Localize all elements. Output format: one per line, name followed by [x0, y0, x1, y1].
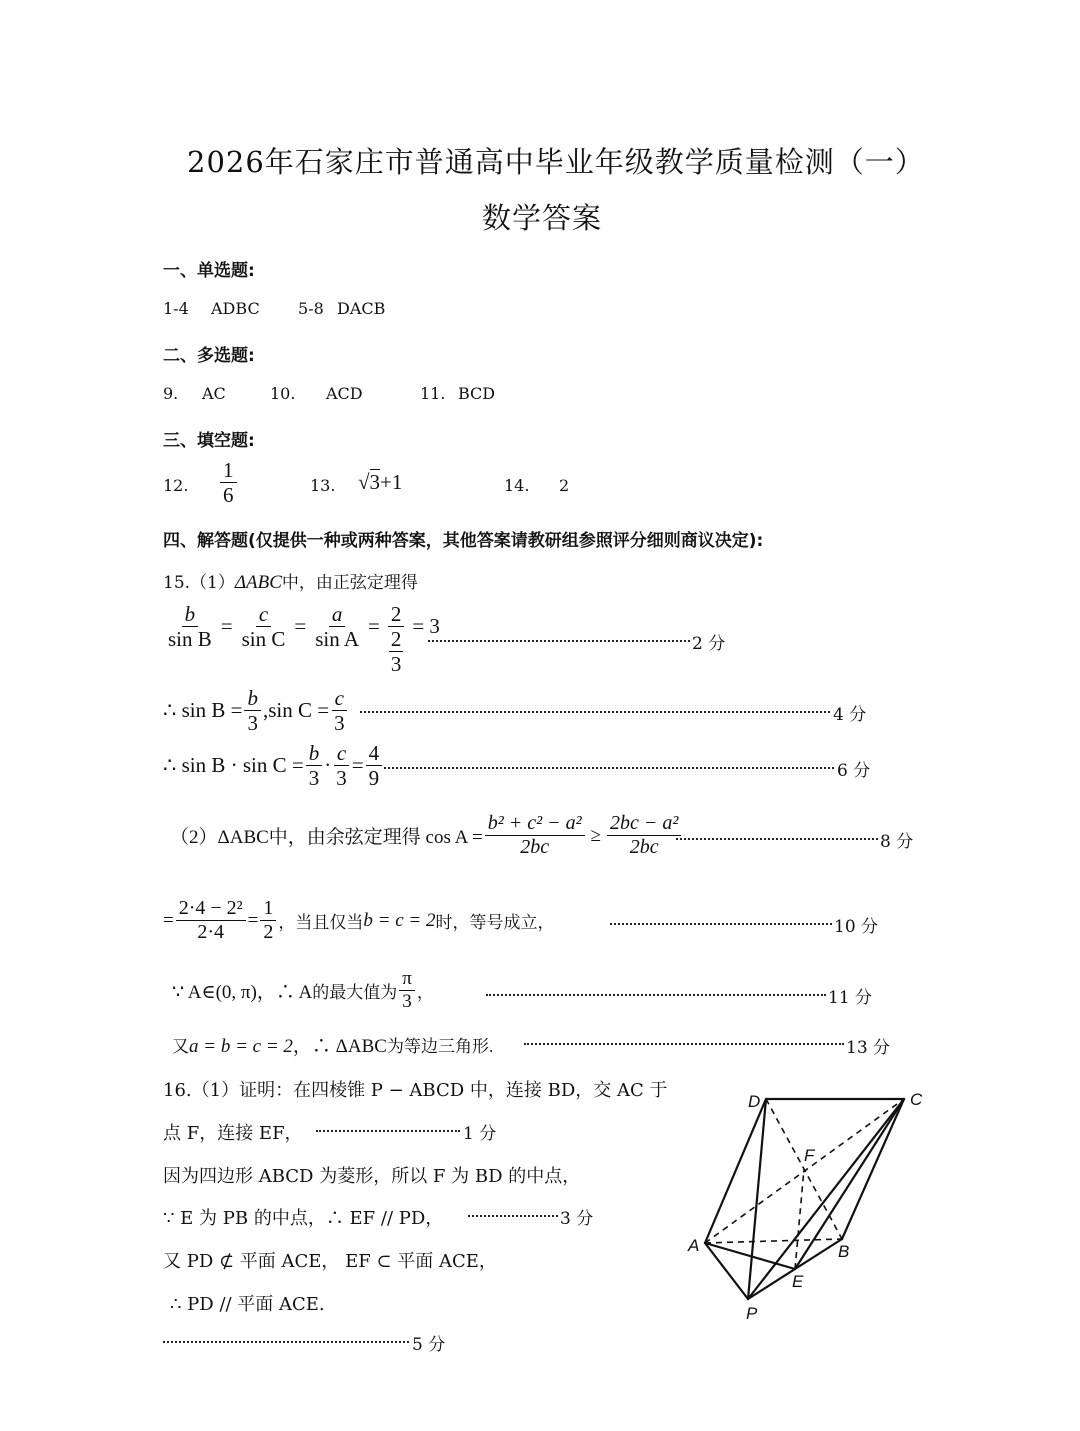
section-heading-solutions: 四、解答题(仅提供一种或两种答案，其他答案请教研组参照评分细则商议决定): [163, 531, 764, 551]
q15-step1-formula: $\frac{b}{\text{sin B}}$ = $\frac{c}{\text{sin C}}$ = $\frac{a}{\text{sin A}}$ = $\frac{2}{\frac{2}{3}}$ = 3 [163, 602, 444, 676]
q16-line2: 点 F，连接 EF， [163, 1123, 303, 1144]
q16-line6: ∴ PD // 平面 ACE. [170, 1294, 325, 1315]
frac-den: 2·4 [197, 921, 225, 943]
score-leader-dots [676, 838, 878, 840]
question-number: 12. [163, 476, 189, 495]
answer-value: BCD [458, 384, 496, 403]
edge-PC [748, 1099, 904, 1299]
score-label: 3 分 [560, 1209, 594, 1229]
score-leader-dots [384, 767, 834, 769]
frac-den: 2bc [520, 836, 550, 858]
step-mid: ，∴ ΔABC [292, 1036, 387, 1057]
q16-line3: 因为四边形 ABCD 为菱形，所以 F 为 BD 的中点， [163, 1166, 581, 1187]
step-comma: ， [416, 982, 434, 1002]
page-subtitle: 数学答案 [482, 201, 603, 235]
score-label: 2 分 [692, 634, 726, 654]
question-number: 9. [163, 384, 179, 403]
question-number: 14. [504, 476, 530, 495]
inner-den: 3 [390, 652, 402, 677]
edge-AB [705, 1239, 842, 1243]
q16-line1: 16.（1）证明：在四棱锥 P − ABCD 中，连接 BD，交 AC 于 [163, 1080, 668, 1101]
frac-den: 3 [402, 990, 412, 1012]
answer-value: AC [202, 384, 226, 403]
segment-EC [795, 1099, 904, 1269]
q16-line5: 又 PD ⊄ 平面 ACE， EF ⊂ 平面 ACE， [163, 1251, 497, 1272]
answer-value: ACD [326, 384, 363, 403]
q15-intro [163, 568, 418, 594]
answer-value: 2 [559, 476, 570, 495]
step-text: ，当且仅当 [278, 913, 364, 932]
step-condition: a = b = c = 2 [189, 1036, 293, 1057]
step-text: 时，等号成立， [435, 913, 555, 932]
q15-step2-formula [163, 686, 350, 735]
vertex-label-A: A [688, 1236, 700, 1255]
frac-num: 4 [366, 741, 383, 766]
frac-den: 3 [247, 711, 258, 736]
page-title: 2026年石家庄市普通高中毕业年级教学质量检测（一） [187, 145, 925, 179]
step-text: 的最大值为 [312, 982, 398, 1002]
radicand: 3 [369, 470, 381, 494]
q15-number: 15.（1） [163, 573, 235, 593]
score-leader-dots [163, 1341, 409, 1343]
ge-sign: ≥ [590, 824, 601, 846]
vertex-label-C: C [910, 1090, 923, 1109]
fraction-denominator: 6 [223, 483, 234, 508]
vertex-label-E: E [792, 1272, 804, 1291]
frac-num: a [329, 602, 346, 627]
q15-step5-formula: = $\frac{\text{2·4 − 2²}}{2\cdot 4}$ = $\frac{1}{2}$ ，当且仅当 b = c = 2 时，等号成立， [163, 897, 555, 943]
frac-num: 2bc − a² [607, 812, 681, 836]
q15-intro-text: 中，由正弦定理得 [281, 573, 418, 593]
score-label: 10 分 [834, 917, 879, 937]
radical-rest: +1 [380, 470, 403, 494]
vertex-label-F: F [804, 1146, 815, 1165]
q15-step6-formula [172, 968, 434, 1013]
score-label: 6 分 [837, 761, 871, 781]
score-leader-dots [360, 711, 830, 713]
fraction-answer [218, 458, 239, 507]
frac-den: sin C [241, 627, 286, 652]
q16-line4: ∵ E 为 PB 的中点，∴ EF // PD， [163, 1208, 444, 1229]
frac-den: sin B [168, 627, 212, 652]
radical-answer [358, 470, 402, 495]
q15-part2-formula [170, 812, 683, 859]
score-label: 4 分 [833, 705, 867, 725]
question-number: 10. [270, 384, 296, 403]
answer-group-label: 1-4 [163, 299, 189, 318]
frac-num: c [334, 741, 349, 766]
score-leader-dots [486, 994, 826, 996]
pyramid-figure [680, 1085, 950, 1325]
edge-PD [748, 1099, 766, 1299]
edge-AP [705, 1243, 748, 1299]
answer-group-value: DACB [337, 299, 386, 318]
equals-three: = 3 [412, 614, 440, 638]
vertex-label-B: B [838, 1242, 850, 1261]
score-label: 5 分 [412, 1335, 446, 1355]
score-leader-dots [610, 923, 832, 925]
frac-den: 2bc [629, 836, 659, 858]
sqrt-icon: √ [358, 470, 370, 494]
section-heading-multi-choice: 二、多选题: [163, 346, 255, 366]
frac-num: b [306, 741, 323, 766]
frac-den: 3 [336, 766, 347, 791]
step-lead: ∵ A∈(0, π)，∴ A [172, 981, 313, 1003]
question-number: 13. [310, 476, 336, 495]
score-label: 1 分 [463, 1124, 497, 1144]
step-condition: b = c = 2 [363, 909, 436, 931]
edge-CB [842, 1099, 904, 1239]
section-heading-fill-blank: 三、填空题: [163, 431, 255, 451]
frac-num: 2·4 − 2² [176, 897, 246, 921]
step-lead: 又 [172, 1037, 189, 1056]
step-mid: ,sin C = [262, 698, 330, 723]
frac-den: 2 [263, 921, 274, 943]
vertex-label-P: P [746, 1304, 758, 1323]
frac-num: 2 [388, 602, 405, 627]
vertex-label-D: D [748, 1092, 761, 1111]
section-heading-single-choice: 一、单选题: [163, 261, 255, 281]
score-leader-dots [468, 1215, 558, 1217]
score-leader-dots [316, 1130, 460, 1132]
inner-num: 2 [390, 627, 402, 652]
score-label: 11 分 [828, 988, 873, 1008]
frac-num: b² + c² − a² [485, 812, 585, 836]
frac-den: 3 [308, 766, 320, 791]
frac-num: b [182, 602, 199, 627]
frac-den: 9 [368, 766, 380, 791]
step-lead: ∴ sin B = [163, 698, 243, 723]
fraction-numerator: 1 [220, 458, 237, 483]
q15-step3-formula: ∴ sin B · sin C = $\frac{b}{3}$ · $\frac{c}{3}$ = $\frac{4}{9}$ [163, 741, 384, 790]
segment-EF [795, 1169, 804, 1269]
frac-num: b [244, 686, 261, 711]
answer-group-value: ADBC [211, 299, 260, 318]
step-lead: （2）ΔABC中，由余弦定理得 cos A = [170, 827, 483, 848]
score-label: 8 分 [880, 832, 914, 852]
frac-den: sin A [315, 627, 359, 652]
step-lead: ∴ sin B · sin C = [163, 753, 304, 778]
score-leader-dots [524, 1043, 844, 1045]
frac-num: c [256, 602, 271, 627]
question-number: 11. [420, 384, 446, 403]
triangle-label: ΔABC [234, 572, 282, 593]
score-label: 13 分 [846, 1038, 891, 1058]
frac-num: c [332, 686, 347, 711]
frac-den: 3 [334, 711, 345, 736]
frac-num: π [399, 968, 415, 991]
answer-group-label: 5-8 [298, 299, 324, 318]
score-leader-dots [428, 640, 690, 642]
q15-step7-formula [172, 1031, 493, 1058]
step-text: 为等边三角形. [386, 1037, 494, 1056]
frac-num: 1 [260, 897, 276, 921]
